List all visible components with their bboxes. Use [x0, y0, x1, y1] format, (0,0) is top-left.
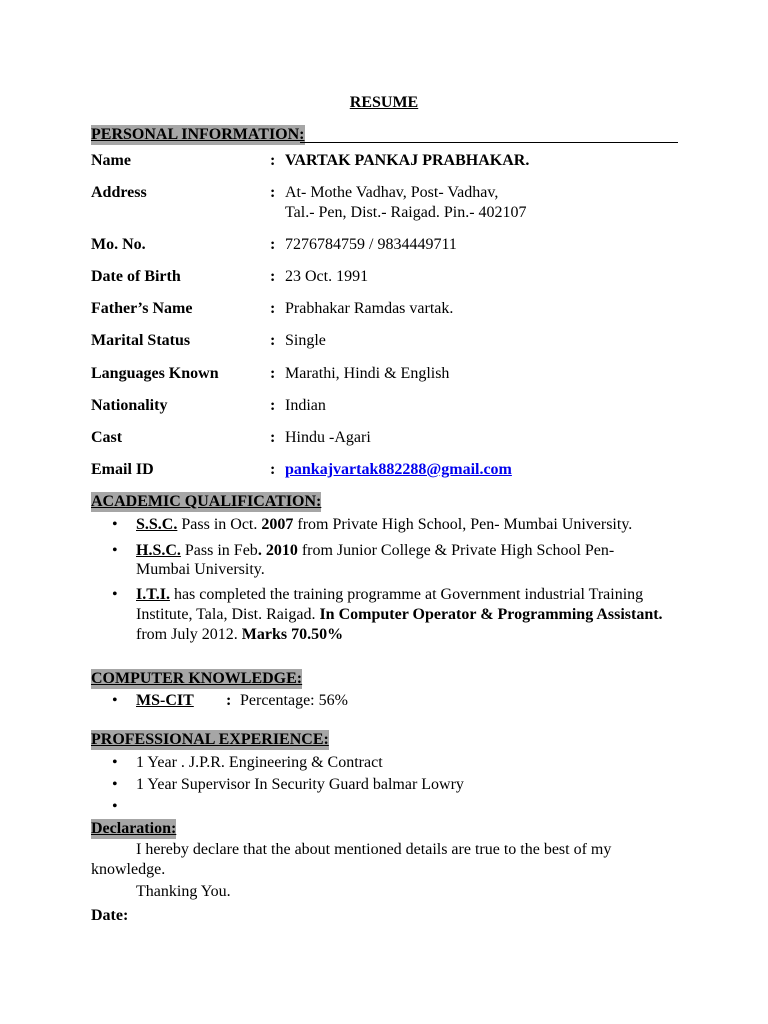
- iti-abbr: I.T.I.: [136, 586, 170, 603]
- father-name-label: Father’s Name: [91, 300, 193, 317]
- colon: :: [270, 332, 276, 349]
- name-label: Name: [91, 152, 131, 169]
- cast-label: Cast: [91, 429, 123, 446]
- mobile-label: Mo. No.: [91, 236, 146, 253]
- nationality-label: Nationality: [91, 397, 168, 414]
- colon: :: [270, 300, 276, 317]
- declaration-line-1: I hereby declare that the about mentioned details are true to the best of my: [136, 841, 612, 858]
- iti-text-1: has completed the training programme at Government industrial Training: [169, 586, 644, 603]
- father-name-value: Prabhakar Ramdas vartak.: [285, 300, 454, 317]
- dob-label: Date of Birth: [91, 268, 181, 285]
- iti-item: [136, 585, 643, 605]
- iti-date: from July 2012.: [136, 626, 242, 643]
- personal-information-heading: PERSONAL INFORMATION:: [91, 126, 305, 143]
- colon: :: [270, 268, 276, 285]
- ssc-text-1: Pass in Oct.: [177, 516, 262, 533]
- nationality-value: Indian: [285, 397, 326, 414]
- languages-value: Marathi, Hindi & English: [285, 365, 450, 382]
- bullet: •: [112, 798, 118, 815]
- mscit-value: Percentage: 56%: [240, 692, 348, 709]
- cast-value: Hindu -Agari: [285, 429, 371, 446]
- email-link[interactable]: pankajvartak882288@gmail.com: [285, 461, 512, 478]
- declaration-line-2: knowledge.: [91, 861, 166, 878]
- colon: :: [270, 461, 276, 478]
- address-label: Address: [91, 184, 147, 201]
- address-line-2: Tal.- Pen, Dist.- Raigad. Pin.- 402107: [285, 204, 527, 221]
- hsc-item-line-2: Mumbai University.: [136, 561, 265, 578]
- hsc-item: [136, 541, 614, 561]
- iti-course: In Computer Operator & Programming Assistant.: [319, 606, 663, 623]
- iti-institute: Institute, Tala, Dist. Raigad.: [136, 606, 320, 623]
- marital-status-value: Single: [285, 332, 326, 349]
- experience-item: 1 Year . J.P.R. Engineering & Contract: [136, 754, 383, 771]
- bullet: •: [112, 542, 118, 559]
- academic-qualification-heading: ACADEMIC QUALIFICATION:: [91, 493, 322, 510]
- colon: :: [226, 692, 232, 709]
- experience-item: 1 Year Supervisor In Security Guard balmar Lowry: [136, 776, 464, 793]
- colon: :: [270, 397, 276, 414]
- marital-status-label: Marital Status: [91, 332, 191, 349]
- colon: :: [270, 365, 276, 382]
- bullet: •: [112, 692, 118, 709]
- mobile-value: 7276784759 / 9834449711: [285, 236, 457, 253]
- ssc-item: [136, 515, 632, 535]
- address-line-1: At- Mothe Vadhav, Post- Vadhav,: [285, 184, 499, 201]
- declaration-heading: Declaration:: [91, 820, 177, 837]
- date-label: Date:: [91, 907, 129, 924]
- colon: :: [270, 429, 276, 446]
- iti-item-line-3: [136, 625, 343, 645]
- iti-item-line-2: [136, 605, 663, 625]
- name-value: VARTAK PANKAJ PRABHAKAR.: [285, 152, 530, 169]
- iti-marks: Marks 70.50%: [241, 626, 344, 643]
- ssc-text-2: from Private High School, Pen- Mumbai University.: [293, 516, 633, 533]
- colon: :: [270, 184, 276, 201]
- colon: :: [270, 236, 276, 253]
- hsc-text-2: from Junior College & Private High School Pen-: [297, 542, 615, 559]
- hsc-year: . 2010: [257, 542, 298, 559]
- languages-label: Languages Known: [91, 365, 219, 382]
- ssc-year: 2007: [261, 516, 294, 533]
- bullet: •: [112, 776, 118, 793]
- colon: :: [270, 152, 276, 169]
- heading-rule: [300, 142, 678, 143]
- ssc-abbr: S.S.C.: [136, 516, 178, 533]
- computer-knowledge-heading: COMPUTER KNOWLEDGE:: [91, 670, 303, 687]
- bullet: •: [112, 516, 118, 533]
- hsc-abbr: H.S.C.: [136, 542, 181, 559]
- professional-experience-heading: PROFESSIONAL EXPERIENCE:: [91, 731, 329, 748]
- dob-value: 23 Oct. 1991: [285, 268, 369, 285]
- thanking-text: Thanking You.: [136, 883, 231, 900]
- hsc-text-1: Pass in Feb: [180, 542, 258, 559]
- bullet: •: [112, 586, 118, 603]
- mscit-label: MS-CIT: [136, 692, 194, 709]
- email-label: Email ID: [91, 461, 154, 478]
- page-title: RESUME: [349, 94, 419, 111]
- bullet: •: [112, 754, 118, 771]
